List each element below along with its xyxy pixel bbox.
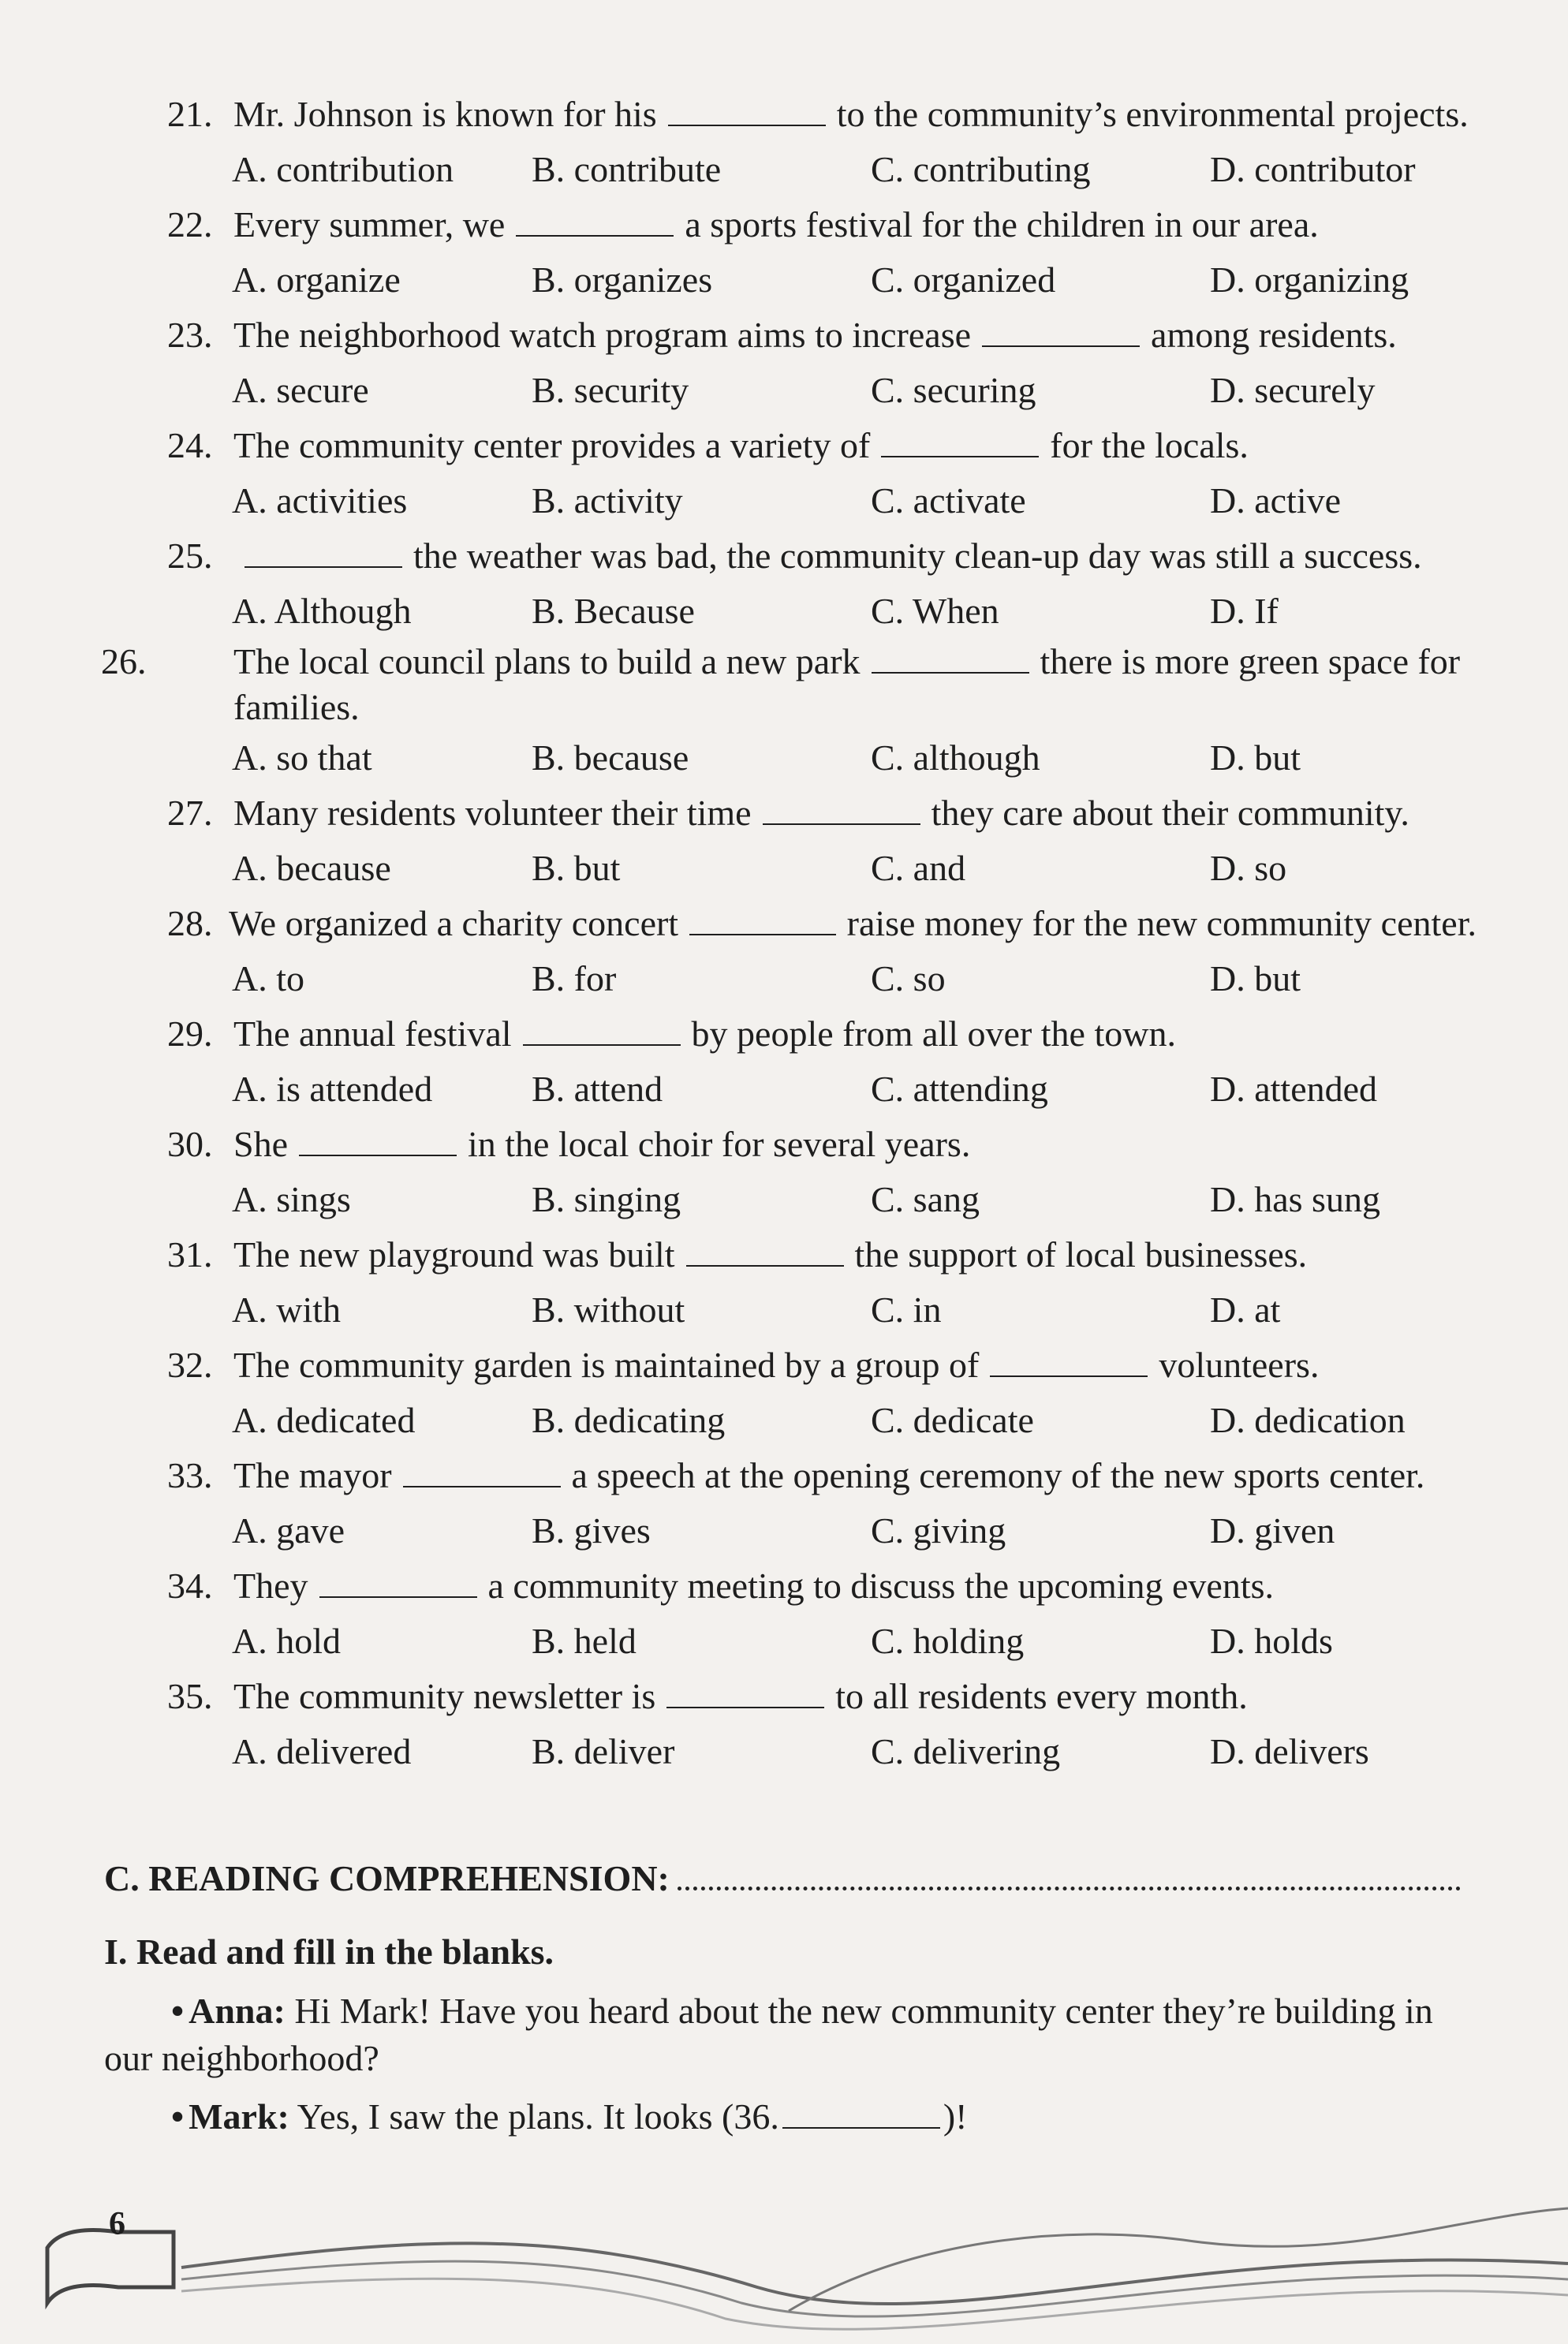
question-number: 29. (167, 1013, 213, 1054)
answer-blank[interactable] (689, 904, 836, 935)
answer-option[interactable]: C. securing (871, 370, 1036, 410)
answer-option[interactable]: D. but (1210, 737, 1301, 778)
question-text-after: a community meeting to discuss the upcoming events. (487, 1566, 1275, 1606)
question-item (167, 87, 1477, 197)
answer-option[interactable]: A. because (232, 848, 391, 888)
answer-blank[interactable] (872, 642, 1029, 674)
question-stem (167, 1338, 1477, 1393)
question-number: 30. (167, 1124, 213, 1164)
answer-option[interactable]: B. security (532, 370, 689, 410)
answer-options (167, 252, 1477, 308)
answer-options (167, 1172, 1477, 1227)
question-list (101, 87, 1477, 1779)
question-text-before: Many residents volunteer their time (233, 793, 752, 833)
question-text-after: by people from all over the town. (691, 1013, 1176, 1054)
answer-option[interactable]: D. delivers (1210, 1731, 1369, 1771)
question-text-before: The local council plans to build a new park (233, 641, 861, 681)
question-stem (167, 418, 1477, 473)
question-number: 34. (167, 1566, 213, 1606)
answer-option[interactable]: B. attend (532, 1069, 663, 1109)
answer-options (167, 1614, 1477, 1669)
answer-option[interactable]: A. secure (232, 370, 369, 410)
answer-option[interactable]: D. organizing (1210, 259, 1409, 300)
section-title: C. READING COMPREHENSION: (104, 1858, 670, 1898)
answer-option[interactable]: C. so (871, 958, 946, 998)
question-text-before: They (233, 1566, 308, 1606)
question-number: 22. (167, 204, 213, 244)
answer-option[interactable]: C. organized (871, 259, 1056, 300)
question-item (167, 1338, 1477, 1448)
question-text-after: a speech at the opening ceremony of the new sports center. (571, 1455, 1425, 1495)
answer-blank[interactable] (403, 1456, 561, 1487)
question-stem (167, 896, 1477, 951)
answer-option[interactable]: B. dedicating (532, 1400, 726, 1440)
answer-option[interactable]: A. to (232, 958, 304, 998)
answer-option[interactable]: D. has sung (1210, 1179, 1380, 1219)
question-item (167, 1558, 1477, 1669)
answer-options (167, 142, 1477, 197)
answer-option[interactable]: B. because (532, 737, 689, 778)
answer-option[interactable]: A. sings (232, 1179, 351, 1219)
answer-option[interactable]: B. activity (532, 480, 683, 521)
question-item (167, 308, 1477, 418)
answer-option[interactable]: C. delivering (871, 1731, 1061, 1771)
question-stem (167, 1558, 1477, 1614)
answer-option[interactable]: B. but (532, 848, 621, 888)
answer-option[interactable]: C. in (871, 1290, 942, 1330)
section-heading (104, 1857, 1461, 1899)
answer-option[interactable]: C. dedicate (871, 1400, 1034, 1440)
dialog-speaker: Mark: (189, 2096, 289, 2137)
answer-options (167, 1282, 1477, 1338)
answer-option[interactable]: C. and (871, 848, 966, 888)
question-item (167, 528, 1477, 639)
answer-blank[interactable] (881, 426, 1039, 457)
question-item (167, 1006, 1477, 1117)
question-number: 35. (167, 1676, 213, 1716)
answer-options (167, 1393, 1477, 1448)
question-item (167, 1448, 1477, 1558)
answer-blank[interactable] (516, 205, 674, 237)
answer-blank[interactable] (245, 536, 402, 568)
answer-option[interactable]: C. although (871, 737, 1040, 778)
answer-option[interactable]: B. Because (532, 591, 695, 631)
question-text-after: in the local choir for several years. (468, 1124, 971, 1164)
question-stem (167, 1669, 1477, 1724)
dialog-speaker: Anna: (189, 1991, 286, 2031)
answer-blank[interactable] (523, 1014, 681, 1046)
answer-option[interactable]: B. held (532, 1621, 637, 1661)
question-text-before: Every summer, we (233, 204, 506, 244)
question-text-after: to the community’s environmental projects. (836, 94, 1469, 134)
answer-options (167, 1724, 1477, 1779)
answer-blank[interactable] (990, 1346, 1148, 1377)
question-item (167, 197, 1477, 308)
question-stem (167, 1006, 1477, 1062)
answer-option[interactable]: A. delivered (232, 1731, 412, 1771)
question-stem (167, 786, 1477, 841)
question-stem (167, 1117, 1477, 1172)
answer-option[interactable]: B. without (532, 1290, 685, 1330)
answer-option[interactable]: B. contribute (532, 149, 722, 189)
answer-options (167, 363, 1477, 418)
question-text-before: The new playground was built (233, 1234, 675, 1275)
question-text-before: The community center provides a variety of (233, 425, 871, 465)
question-stem (167, 87, 1477, 142)
dialog-text-tail: )! (943, 2096, 968, 2137)
answer-option[interactable]: A. Although (232, 591, 412, 631)
question-number: 33. (167, 1455, 213, 1495)
answer-options (167, 951, 1477, 1006)
question-number: 23. (167, 315, 213, 355)
answer-option[interactable]: D. but (1210, 958, 1301, 998)
question-number: 32. (167, 1345, 213, 1385)
dialog-text: Hi Mark! Have you heard about the new community center they’re building in our neighborhood? (104, 1991, 1433, 2078)
question-stem (167, 1448, 1477, 1503)
answer-option[interactable]: C. When (871, 591, 999, 631)
question-stem (167, 528, 1477, 584)
question-number: 26. (101, 641, 147, 681)
question-stem (167, 197, 1477, 252)
answer-option[interactable]: C. sang (871, 1179, 980, 1219)
question-item (167, 1669, 1477, 1779)
answer-option[interactable]: A. so that (232, 737, 372, 778)
question-text-after: there is more green space for families. (233, 641, 1461, 727)
question-text-after: the support of local businesses. (854, 1234, 1308, 1275)
question-text-before: The community newsletter is (233, 1676, 656, 1716)
question-number: 31. (167, 1234, 213, 1275)
question-stem (167, 1227, 1477, 1282)
question-text-before: Mr. Johnson is known for his (233, 94, 657, 134)
question-item (167, 896, 1477, 1006)
answer-option[interactable]: B. deliver (532, 1731, 675, 1771)
question-text-after: for the locals. (1050, 425, 1249, 465)
answer-option[interactable]: B. organizes (532, 259, 713, 300)
question-stem (101, 639, 1477, 730)
dialog-line (104, 1988, 1469, 2082)
question-item (167, 786, 1477, 896)
answer-option[interactable]: B. singing (532, 1179, 681, 1219)
answer-blank[interactable] (299, 1125, 457, 1156)
footer-decoration (0, 2193, 1568, 2344)
question-number: 28. (167, 903, 213, 943)
question-text-before: She (233, 1124, 288, 1164)
answer-option[interactable]: A. with (232, 1290, 341, 1330)
question-text-before: The annual festival (233, 1013, 512, 1054)
question-number: 25. (167, 536, 213, 576)
answer-blank[interactable] (982, 315, 1140, 347)
answer-blank[interactable] (668, 95, 826, 126)
answer-option[interactable]: A. hold (232, 1621, 341, 1661)
answer-option[interactable]: A. activities (232, 480, 408, 521)
answer-option[interactable]: C. giving (871, 1510, 1006, 1551)
answer-options (167, 1503, 1477, 1558)
answer-blank[interactable] (763, 793, 920, 825)
answer-blank[interactable] (686, 1235, 844, 1267)
answer-option[interactable]: B. gives (532, 1510, 651, 1551)
answer-options (167, 473, 1477, 528)
answer-option[interactable]: D. contributor (1210, 149, 1416, 189)
page-number: 6 (109, 2206, 125, 2242)
question-item (167, 1117, 1477, 1227)
subsection-title: I. Read and fill in the blanks. (104, 1932, 554, 1972)
question-text-after: raise money for the new community center. (846, 903, 1477, 943)
answer-blank[interactable] (666, 1677, 824, 1708)
question-text-after: volunteers. (1159, 1345, 1320, 1385)
answer-option[interactable]: D. at (1210, 1290, 1281, 1330)
question-text-after: a sports festival for the children in our area. (685, 204, 1319, 244)
bullet-icon: • (171, 1991, 185, 2031)
question-item (101, 639, 1477, 786)
question-item (167, 1227, 1477, 1338)
answer-option[interactable]: C. contributing (871, 149, 1091, 189)
answer-option[interactable]: D. holds (1210, 1621, 1333, 1661)
dotted-leader (678, 1863, 1461, 1891)
answer-option[interactable]: C. attending (871, 1069, 1048, 1109)
answer-options (167, 841, 1477, 896)
question-number: 21. (167, 94, 213, 134)
question-text-after: the weather was bad, the community clean-up day was still a success. (413, 536, 1422, 576)
question-number: 27. (167, 793, 213, 833)
question-text-after: to all residents every month. (835, 1676, 1248, 1716)
question-item (167, 418, 1477, 528)
answer-options (167, 1062, 1477, 1117)
answer-option[interactable]: D. given (1210, 1510, 1335, 1551)
question-text-after: they care about their community. (931, 793, 1409, 833)
answer-option[interactable]: A. dedicated (232, 1400, 416, 1440)
question-text-before: The mayor (233, 1455, 392, 1495)
question-text-before: We organized a charity concert (228, 903, 679, 943)
answer-options (167, 730, 1477, 786)
question-text-after: among residents. (1151, 315, 1397, 355)
answer-option[interactable]: D. active (1210, 480, 1342, 521)
question-stem (167, 308, 1477, 363)
answer-option[interactable]: A. gave (232, 1510, 345, 1551)
answer-option[interactable]: C. activate (871, 480, 1026, 521)
answer-option[interactable]: D. attended (1210, 1069, 1378, 1109)
answer-option[interactable]: C. holding (871, 1621, 1025, 1661)
answer-options (167, 584, 1477, 639)
answer-blank[interactable] (782, 2097, 940, 2129)
answer-option[interactable]: A. organize (232, 259, 401, 300)
answer-option[interactable]: A. is attended (232, 1069, 433, 1109)
dialog-line (104, 2093, 1469, 2141)
answer-option[interactable]: A. contribution (232, 149, 454, 189)
bullet-icon: • (171, 2096, 185, 2137)
question-text-before: The neighborhood watch program aims to increase (233, 315, 972, 355)
question-text-before: The community garden is maintained by a group of (233, 1345, 980, 1385)
answer-option[interactable]: D. securely (1210, 370, 1376, 410)
answer-option[interactable]: D. If (1210, 591, 1279, 631)
answer-option[interactable]: B. for (532, 958, 617, 998)
dialog (104, 1988, 1469, 2152)
dialog-text: Yes, I saw the plans. It looks (36. (297, 2096, 779, 2137)
question-number: 24. (167, 425, 213, 465)
answer-blank[interactable] (319, 1566, 477, 1598)
answer-option[interactable]: D. dedication (1210, 1400, 1406, 1440)
answer-option[interactable]: D. so (1210, 848, 1287, 888)
